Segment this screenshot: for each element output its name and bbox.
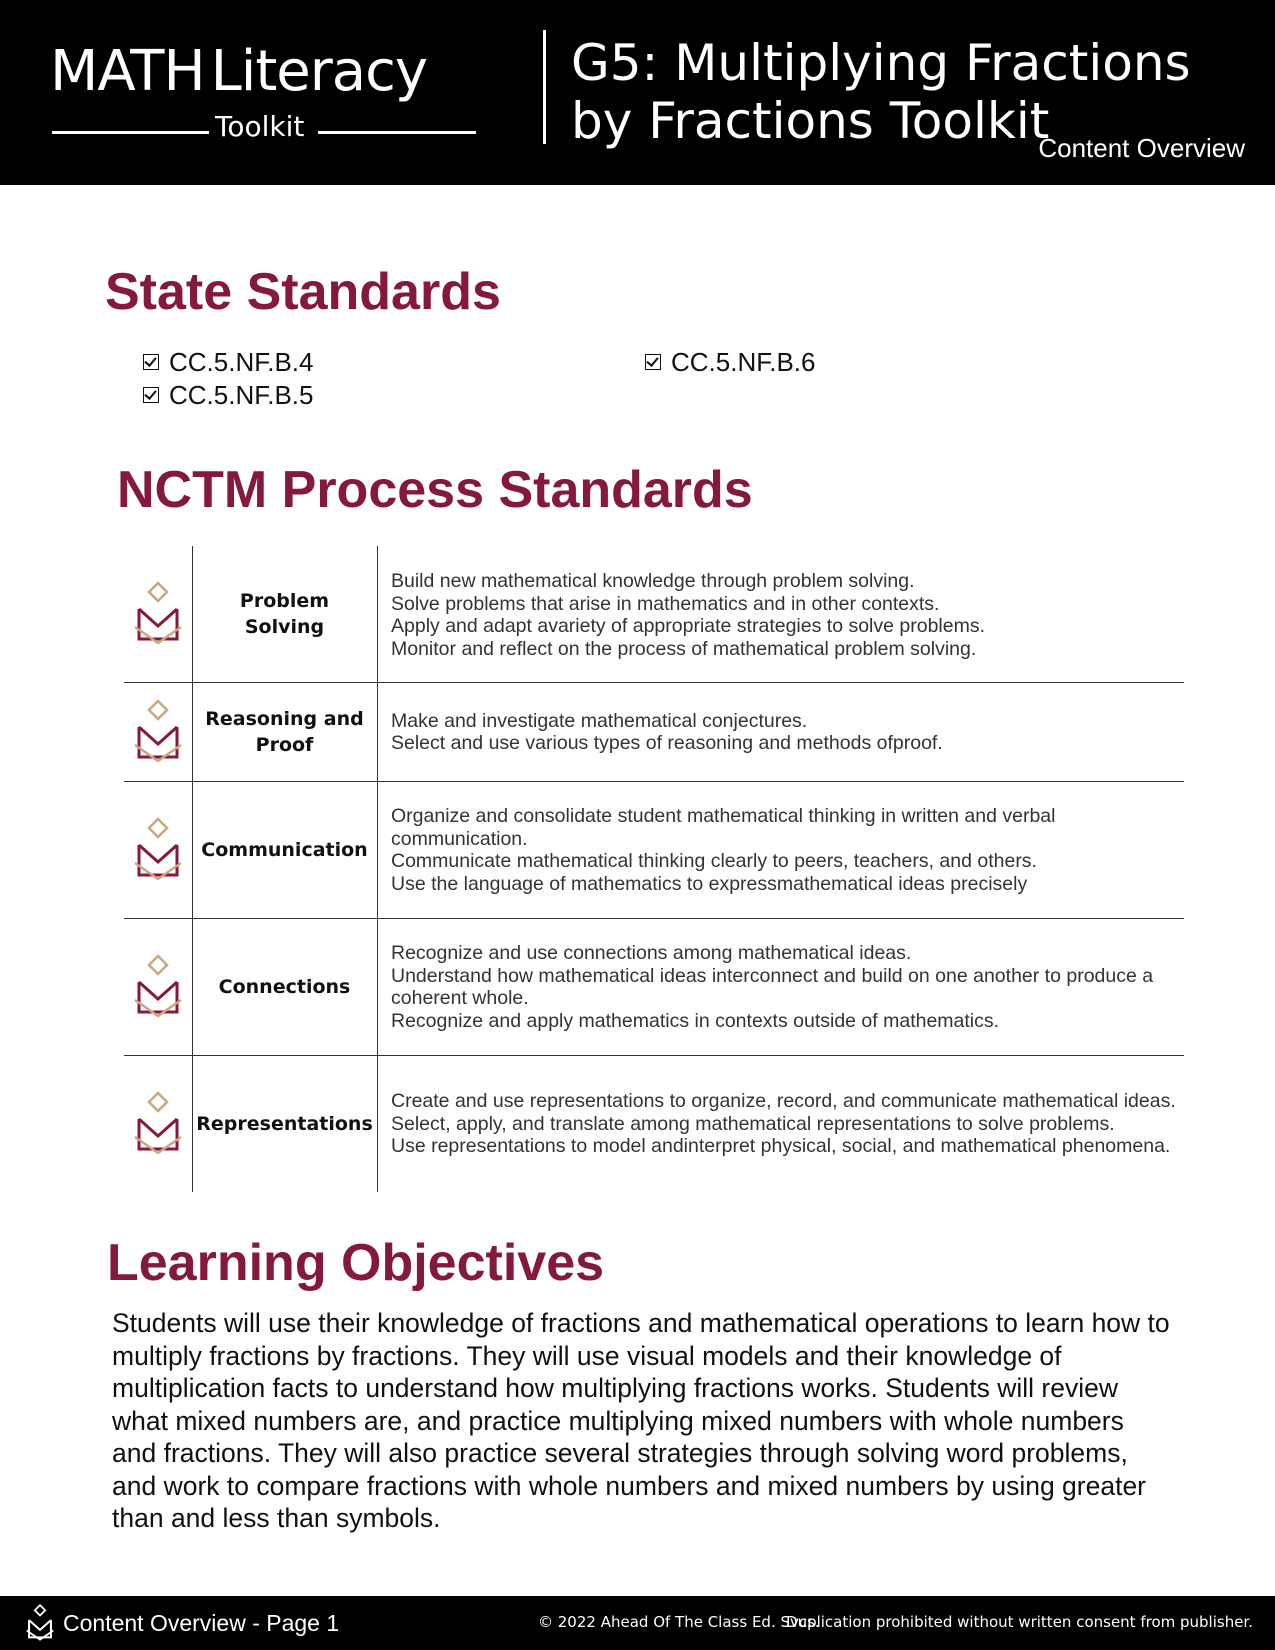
table-row	[124, 546, 1184, 683]
nctm-table	[124, 546, 1184, 1192]
checkbox-checked-icon	[645, 354, 661, 370]
learning-objectives-text: Students will use their knowledge of fractions and mathematical operations to learn how to multiply fractions by fractions. They will use visual models and their knowledge of multiplication facts to understand how multiplying fractions works. Students will review what mixed numbers are, and practice multiplying mixed numbers with whole numbers and fractions. They will also practice several strategies through solving word problems, and work to compare fractions with whole numbers and mixed numbers by using greater than and less than symbols.	[112, 1308, 1170, 1533]
math-literacy-emblem-icon	[133, 699, 183, 765]
table-row	[124, 782, 1184, 919]
standard-description	[380, 1056, 1184, 1192]
description-line: Create and use representations to organize, record, and communicate mathematical ideas.	[391, 1090, 1176, 1113]
learning-objectives-heading: Learning Objectives	[107, 1234, 605, 1292]
standard-description	[380, 782, 1184, 918]
logo-toolkit-text: Toolkit	[215, 110, 305, 143]
description-line: Use representations to model andinterpret physical, social, and mathematical phenomena.	[391, 1135, 1171, 1158]
checkbox-checked-icon	[143, 387, 159, 403]
math-literacy-emblem-icon	[133, 1091, 183, 1157]
logo-rule-left	[52, 131, 209, 134]
state-standards-heading: State Standards	[105, 263, 501, 321]
logo-math-text: MATH	[50, 39, 205, 104]
standard-code: CC.5.NF.B.6	[671, 347, 816, 377]
description-line: Apply and adapt avariety of appropriate strategies to solve problems.	[391, 615, 986, 637]
emblem-cell	[124, 683, 193, 781]
table-row	[124, 919, 1184, 1056]
math-literacy-emblem-icon	[24, 1604, 56, 1642]
description-line: Solve problems that arise in mathematics and in other contexts.	[391, 592, 940, 615]
standard-name: Connections	[192, 919, 378, 1055]
checkbox-checked-icon	[143, 354, 159, 370]
standard-name: Representations	[192, 1056, 378, 1192]
footer-duplication-notice: Duplication prohibited without written consent from publisher.	[786, 1613, 1253, 1631]
standard-item	[645, 346, 816, 378]
standard-item	[143, 346, 314, 378]
footer-copyright: © 2022 Ahead Of The Class Ed. Svcs.	[538, 1613, 820, 1631]
standard-code: CC.5.NF.B.4	[169, 347, 314, 377]
description-line: Make and investigate mathematical conjectures.	[391, 709, 808, 732]
nctm-heading: NCTM Process Standards	[117, 461, 753, 519]
standard-name: Problem Solving	[192, 546, 378, 682]
page-subtitle: Content Overview	[1038, 133, 1245, 163]
standard-description	[380, 919, 1184, 1055]
description-line: Select, apply, and translate among mathematical representations to solve problems.	[391, 1112, 1115, 1135]
description-line: Communicate mathematical thinking clearly to peers, teachers, and others.	[391, 850, 1037, 872]
description-line: Use the language of mathematics to expressmathematical ideas precisely	[391, 872, 1028, 895]
standard-name: Communication	[192, 782, 378, 918]
emblem-cell	[124, 919, 193, 1055]
page-header	[0, 0, 1275, 185]
standard-code: CC.5.NF.B.5	[169, 380, 314, 410]
description-line: Select and use various types of reasoning and methods ofproof.	[391, 732, 943, 754]
standard-description	[380, 546, 1184, 682]
math-literacy-emblem-icon	[133, 954, 183, 1020]
description-line: Understand how mathematical ideas interconnect and build on one another to produce a coherent whole.	[391, 964, 1154, 1009]
standard-name: Reasoning and Proof	[192, 683, 378, 781]
header-divider	[543, 30, 546, 144]
table-row	[124, 683, 1184, 782]
logo-rule-right	[318, 131, 476, 134]
math-literacy-emblem-icon	[133, 581, 183, 647]
emblem-cell	[124, 782, 193, 918]
description-line: Build new mathematical knowledge through problem solving.	[391, 570, 915, 592]
emblem-cell	[124, 546, 193, 682]
table-row	[124, 1056, 1184, 1192]
brand-logo	[50, 39, 428, 104]
footer-page-label: Content Overview - Page 1	[63, 1610, 340, 1636]
page-title: G5: Multiplying Fractions by Fractions Toolkit	[571, 34, 1191, 150]
page-footer	[0, 1596, 1275, 1650]
standard-description	[380, 683, 1184, 781]
math-literacy-emblem-icon	[133, 817, 183, 883]
logo-literacy-text: Literacy	[210, 39, 428, 104]
description-line: Organize and consolidate student mathematical thinking in written and verbal communication.	[391, 805, 1056, 850]
emblem-cell	[124, 1056, 193, 1192]
description-line: Monitor and reflect on the process of mathematical problem solving.	[391, 637, 977, 660]
description-line: Recognize and apply mathematics in contexts outside of mathematics.	[391, 1009, 1000, 1032]
description-line: Recognize and use connections among mathematical ideas.	[391, 942, 912, 964]
standard-item	[143, 379, 314, 411]
